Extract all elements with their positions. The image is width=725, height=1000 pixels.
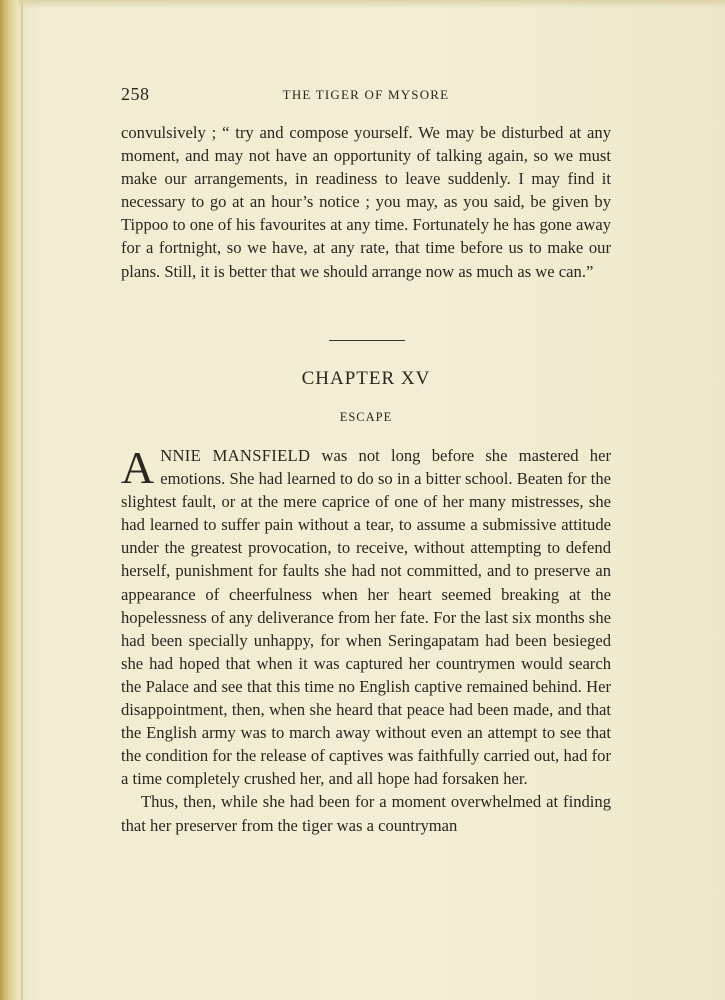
top-text-block bbox=[121, 121, 611, 283]
final-paragraph: Thus, then, while she had been for a moment overwhelmed at finding that her preserver from the tiger was a countryman bbox=[121, 792, 611, 835]
page-header bbox=[121, 84, 611, 114]
chapter-text-block bbox=[121, 444, 611, 837]
chapter-subtitle: ESCAPE bbox=[339, 410, 393, 424]
opening-paragraph-text: was not long before she mastered her emotions. She had learned to do so in a bitter school. Beaten for the slightest fault, or at the mere caprice of one of her many mistresses, she had learned to suffer pain without a tear, to assume a submissive attitude under the greatest provocation, to receive, without attempting to defend herself, punishment for faults she had not committed, and to preserve an appearance of cheerfulness when her heart seemed breaking at the hopelessness of any deliverance from her fate. For the last six months she had been specially unhappy, for when Seringapatam had been besieged she had hoped that when it was captured her countrymen would search the Palace and see that this time no English captive remained behind. Her disappointment, then, when she heard that peace had been made, and that the English army was to march away without even an attempt to see that the condition for the release of captives was faithfully carried out, had for a time completely crushed her, and all hope had forsaken her. bbox=[121, 446, 611, 789]
page-top-edge bbox=[18, 0, 725, 8]
chapter-opening-paragraph bbox=[121, 444, 611, 790]
page-number: 258 bbox=[121, 84, 150, 104]
section-divider-rule bbox=[329, 340, 405, 341]
gutter-line bbox=[21, 0, 23, 1000]
opening-caps-words: NNIE MANSFIELD bbox=[160, 446, 311, 465]
paragraph-continuation: convulsively ; “ try and compose yourself. We may be disturbed at any moment, and may not have an opportunity of talking again, so we must make our arrangements, in readiness to leave suddenly. I may find it necessary to go at an hour’s notice ; you may, as you said, be given by Tippoo to one of his favourites at any time. Fortunately he has gone away for a fortnight, so we have, at any rate, that time before us to make our plans. Still, it is better that we should arrange now as much as we can.” bbox=[121, 123, 611, 281]
running-head: THE TIGER OF MYSORE bbox=[282, 87, 450, 102]
drop-cap: A bbox=[121, 442, 155, 493]
chapter-title: CHAPTER XV bbox=[301, 368, 431, 389]
book-binding-edge bbox=[0, 0, 18, 1000]
